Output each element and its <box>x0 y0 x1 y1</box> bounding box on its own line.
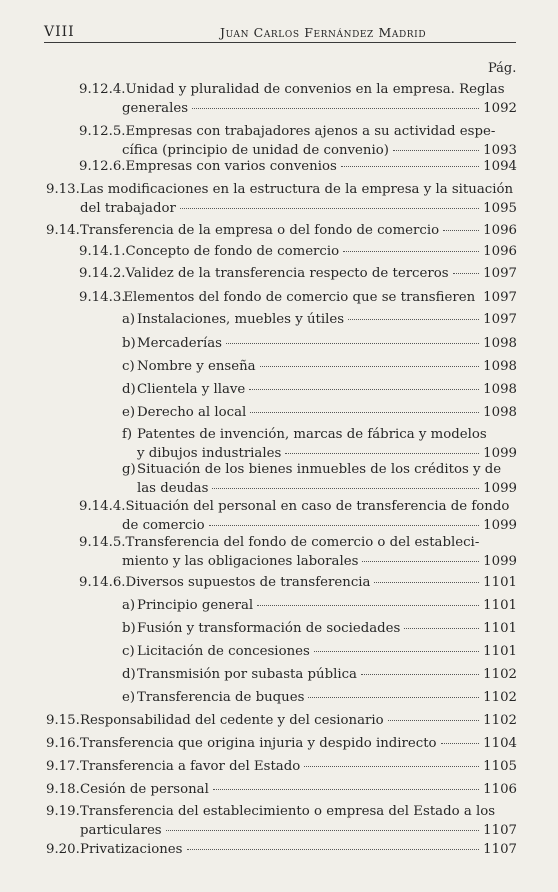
entry-title-continued: miento y las obligaciones laborales <box>122 554 359 569</box>
entry-title: Responsabilidad del cedente y del cesionario <box>80 713 384 728</box>
entry-line <box>79 80 517 99</box>
entry-number: 9.14. <box>46 223 80 238</box>
leader-dots <box>441 743 480 744</box>
entry-number: 9.20. <box>46 842 80 857</box>
entry-page: 1101 <box>483 598 517 613</box>
entry-title: Derecho al local <box>137 405 247 420</box>
entry-title-continued: las deudas <box>137 481 209 496</box>
entry-line <box>46 780 517 799</box>
entry-number: 9.14.5. <box>79 535 126 550</box>
entry-page: 1101 <box>483 621 517 636</box>
entry-number: 9.12.4. <box>79 82 126 97</box>
entry-line <box>79 288 517 307</box>
entry-line <box>122 403 517 422</box>
leader-dots <box>192 108 479 109</box>
toc-entry <box>122 310 517 329</box>
leader-dots <box>343 251 479 252</box>
entry-page: 1099 <box>483 446 517 461</box>
entry-title: Las modificaciones en la estructura de la empresa y la situación <box>80 182 514 197</box>
leader-dots <box>249 389 479 390</box>
entry-line <box>46 821 517 840</box>
entry-line <box>46 180 517 199</box>
entry-number: 9.14.6. <box>79 575 126 590</box>
entry-title: Privatizaciones <box>80 842 183 857</box>
entry-number: d) <box>122 667 136 682</box>
entry-title: Elementos del fondo de comercio que se transfieren <box>123 290 476 305</box>
entry-number: 9.17. <box>46 759 80 774</box>
entry-page: 1093 <box>483 143 517 158</box>
entry-title: Transferencia de buques <box>137 690 305 705</box>
leader-dots <box>443 230 479 231</box>
entry-title: Mercaderías <box>137 336 222 351</box>
entry-page: 1106 <box>483 782 517 797</box>
entry-line <box>79 99 517 118</box>
running-title: Juan Carlos Fernández Madrid <box>220 25 427 40</box>
entry-line <box>122 619 517 638</box>
entry-number: f) <box>122 427 133 442</box>
toc-entry <box>79 288 517 307</box>
entry-number: e) <box>122 405 136 420</box>
entry-title-continued: de comercio <box>122 518 205 533</box>
entry-line <box>46 199 517 218</box>
entry-page: 1096 <box>483 223 517 238</box>
entry-number: c) <box>122 644 135 659</box>
leader-dots <box>404 628 479 629</box>
entry-page: 1098 <box>483 382 517 397</box>
entry-number: 9.14.1. <box>79 244 126 259</box>
toc-entry <box>79 157 517 176</box>
entry-line <box>122 479 517 498</box>
entry-page: 1104 <box>483 736 517 751</box>
entry-line <box>122 642 517 661</box>
leader-dots <box>348 319 479 320</box>
entry-title-continued: cífica (principio de unidad de convenio) <box>122 143 389 158</box>
entry-number: a) <box>122 312 136 327</box>
toc-entry <box>46 734 517 753</box>
entry-title: Transferencia de la empresa o del fondo de comercio <box>80 223 440 238</box>
entry-line <box>46 802 517 821</box>
entry-line <box>122 310 517 329</box>
entry-page: 1107 <box>483 842 517 857</box>
entry-number: 9.12.6. <box>79 159 126 174</box>
entry-page: 1105 <box>483 759 517 774</box>
entry-line <box>46 221 517 240</box>
entry-line <box>122 425 517 444</box>
entry-line <box>79 497 517 516</box>
entry-number: g) <box>122 462 136 477</box>
entry-number: 9.14.4. <box>79 499 126 514</box>
toc-entry <box>122 619 517 638</box>
entry-page: 1101 <box>483 575 517 590</box>
leader-dots <box>453 273 480 274</box>
entry-page: 1102 <box>483 667 517 682</box>
entry-page: 1092 <box>483 101 517 116</box>
toc-entry <box>79 242 517 261</box>
toc-entry <box>79 497 517 535</box>
leader-dots <box>341 166 479 167</box>
entry-number: c) <box>122 359 135 374</box>
entry-number: 9.14.2. <box>79 266 126 281</box>
entry-number: b) <box>122 621 136 636</box>
leader-dots <box>213 789 479 790</box>
entry-title-continued: generales <box>122 101 189 116</box>
leader-dots <box>362 561 479 562</box>
toc-entry <box>122 596 517 615</box>
toc-entry <box>122 334 517 353</box>
entry-page: 1097 <box>483 266 517 281</box>
entry-number: a) <box>122 598 136 613</box>
leader-dots <box>388 720 480 721</box>
entry-line <box>79 533 517 552</box>
leader-dots <box>226 343 479 344</box>
entry-number: 9.14.3. <box>79 290 126 305</box>
leader-dots <box>374 582 479 583</box>
entry-line <box>122 334 517 353</box>
entry-line <box>46 711 517 730</box>
entry-title: Transferencia a favor del Estado <box>80 759 301 774</box>
leader-dots <box>260 366 480 367</box>
entry-page: 1107 <box>483 823 517 838</box>
leader-dots <box>209 525 480 526</box>
leader-dots <box>187 849 480 850</box>
entry-number: b) <box>122 336 136 351</box>
entry-page: 1101 <box>483 644 517 659</box>
entry-line <box>122 596 517 615</box>
entry-page: 1098 <box>483 359 517 374</box>
entry-page: 1099 <box>483 554 517 569</box>
entry-line <box>122 460 517 479</box>
entry-line <box>46 757 517 776</box>
entry-number: d) <box>122 382 136 397</box>
page-number: VIII <box>44 24 75 40</box>
entry-page: 1099 <box>483 481 517 496</box>
entry-title: Transmisión por subasta pública <box>137 667 357 682</box>
toc-entry <box>122 380 517 399</box>
toc-entry <box>46 180 517 218</box>
entry-title-continued: y dibujos industriales <box>137 446 282 461</box>
toc-entry <box>79 264 517 283</box>
entry-number: 9.15. <box>46 713 80 728</box>
entry-title: Clientela y llave <box>137 382 246 397</box>
leader-dots <box>393 150 479 151</box>
toc-entry <box>46 757 517 776</box>
entry-line <box>79 573 517 592</box>
page-column-label: Pág. <box>488 61 517 76</box>
leader-dots <box>314 651 479 652</box>
entry-title: Situación de los bienes inmuebles de los créditos y de <box>137 462 502 477</box>
running-header <box>44 22 516 43</box>
entry-title: Fusión y transformación de sociedades <box>137 621 401 636</box>
entry-title-continued: particulares <box>80 823 162 838</box>
entry-title: Unidad y pluralidad de convenios en la empresa. Reglas <box>125 82 505 97</box>
entry-page: 1098 <box>483 405 517 420</box>
entry-title: Situación del personal en caso de transferencia de fondo <box>125 499 510 514</box>
entry-title: Nombre y enseña <box>137 359 256 374</box>
leader-dots <box>250 412 479 413</box>
entry-line <box>122 688 517 707</box>
entry-title: Cesión de personal <box>80 782 209 797</box>
entry-number: 9.13. <box>46 182 80 197</box>
entry-line <box>46 734 517 753</box>
toc-entry <box>122 460 517 498</box>
entry-page: 1102 <box>483 690 517 705</box>
toc-entry <box>122 357 517 376</box>
toc-entry <box>46 711 517 730</box>
entry-title: Diversos supuestos de transferencia <box>125 575 371 590</box>
toc-entry <box>79 122 517 160</box>
entry-line <box>79 122 517 141</box>
leader-dots <box>308 697 479 698</box>
entry-page: 1094 <box>483 159 517 174</box>
entry-title: Concepto de fondo de comercio <box>125 244 340 259</box>
entry-title: Transferencia que origina injuria y despido indirecto <box>80 736 437 751</box>
toc-entry <box>46 780 517 799</box>
entry-title: Empresas con varios convenios <box>125 159 337 174</box>
entry-title: Empresas con trabajadores ajenos a su actividad espe- <box>125 124 496 139</box>
entry-line <box>79 552 517 571</box>
toc-entry <box>122 665 517 684</box>
entry-page: 1095 <box>483 201 517 216</box>
entry-line <box>79 242 517 261</box>
entry-line <box>79 264 517 283</box>
leader-dots <box>212 488 479 489</box>
leader-dots <box>285 453 479 454</box>
entry-line <box>122 357 517 376</box>
entry-page: 1097 <box>483 312 517 327</box>
toc-entry <box>79 573 517 592</box>
leader-dots <box>180 208 479 209</box>
toc-entry <box>46 802 517 840</box>
entry-page: 1099 <box>483 518 517 533</box>
entry-title: Transferencia del fondo de comercio o del estableci- <box>125 535 480 550</box>
toc-entry <box>122 642 517 661</box>
leader-dots <box>166 830 480 831</box>
leader-dots <box>361 674 479 675</box>
leader-dots <box>257 605 479 606</box>
entry-page: 1097 <box>483 290 517 305</box>
entry-title-continued: del trabajador <box>80 201 176 216</box>
toc-entry <box>79 80 517 118</box>
entry-title: Instalaciones, muebles y útiles <box>137 312 345 327</box>
entry-title: Patentes de invención, marcas de fábrica y modelos <box>137 427 487 442</box>
toc-entry <box>46 221 517 240</box>
entry-page: 1102 <box>483 713 517 728</box>
toc-entry <box>122 425 517 463</box>
entry-title: Validez de la transferencia respecto de terceros <box>125 266 449 281</box>
entry-number: 9.12.5. <box>79 124 126 139</box>
entry-number: e) <box>122 690 136 705</box>
entry-number: 9.18. <box>46 782 80 797</box>
toc-entry <box>79 533 517 571</box>
entry-line <box>122 665 517 684</box>
entry-page: 1098 <box>483 336 517 351</box>
entry-title: Transferencia del establecimiento o empresa del Estado a los <box>80 804 496 819</box>
entry-number: 9.19. <box>46 804 80 819</box>
entry-title: Licitación de concesiones <box>137 644 310 659</box>
entry-title: Principio general <box>137 598 254 613</box>
leader-dots <box>304 766 479 767</box>
toc-entry <box>122 688 517 707</box>
entry-line <box>46 840 517 859</box>
entry-number: 9.16. <box>46 736 80 751</box>
entry-line <box>79 157 517 176</box>
toc-entry <box>46 840 517 859</box>
toc-entry <box>122 403 517 422</box>
entry-line <box>122 380 517 399</box>
entry-page: 1096 <box>483 244 517 259</box>
